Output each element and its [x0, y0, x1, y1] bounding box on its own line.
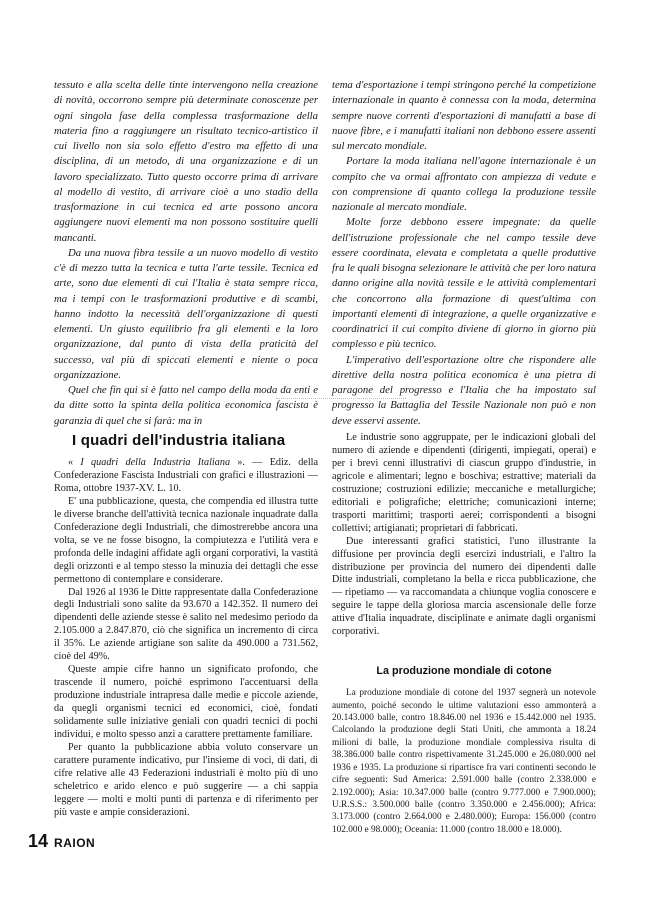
paragraph: Queste ampie cifre hanno un significato profondo, che trascende il numero, poiché esprimono l'accentuarsi della produzione industriale intrapresa dalle medie e piccole aziende, da quegli organismi tecnici ed economici, cioè, fondati solidamente sulle iniziative geniali con quadri tecnici di pochi individui, e molto spesso anzi a carattere prettamente familiare.	[54, 664, 318, 741]
top-right-column	[332, 78, 596, 429]
paragraph: Portare la moda italiana nell'agone internazionale è un compito che va ormai affrontato con ampiezza di vedute e con comprensione di quanto collega la produzione tessile nazionale al mercato mondiale.	[332, 155, 596, 213]
page-number: 14	[28, 831, 49, 851]
reference-title: I quadri della Industria Italiana	[80, 457, 231, 468]
paragraph: Per quanto la pubblicazione abbia voluto conservare un carattere puramente indicativo, pur l'insieme di voci, di dati, di cifre relative alle 43 Federazioni industriali è molto più di uno scheletrico e arido elenco e può suggerire — a chi sappia leggere — molti e molti punti di partenza e di riferimento per più vaste e ampie considerazioni.	[54, 741, 318, 818]
reference-open: «	[68, 457, 81, 468]
paragraph: Molte forze debbono essere impegnate: da quelle dell'istruzione professionale che nel campo tessile deve essere coordinata, elevata e completata a quelle produttive fra le quali bisogna selezionare le attività che per loro natura danno origine alla novità tessile e le attività complementari che concorrono alla formazione di quest'ultima con importanti elementi di integrazione, a quelle organizzative e coordinatrici il cui compito diviene di giorno in giorno più complesso e più tecnico.	[332, 216, 596, 351]
bottom-left-column	[54, 432, 318, 820]
cotton-paragraph: La produzione mondiale di cotone del 1937 segnerà un notevole aumento, poiché secondo le ultime valutazioni esso ammonterà a 20.143.000 balle, contro 18.846.00 nel 1936 e 15.442.000 nel 1935. Calcolando la produzione degli Stati Uniti, che ammonta a 18.24 milioni di balle, la produzione mondiale complessiva risulta di 38.386.000 balle contro rispettivamente 31.245.000 e 26.080.000 nel 1936 e 1935. La produzione si ripartisce fra vari continenti secondo le cifre seguenti: Sud America: 2.591.000 balle (contro 2.338.000 e 2.192.000); Asia: 10.347.000 balle (contro 9.777.000 e 7.900.000); U.R.S.S.: 3.500.000 balle (contro 3.350.000 e 2.456.000); Africa: 3.173.000 (contro 2.664.000 e 2.480.000); Europa: 156.000 (contro 102.000 e 98.000); Oceania: 11.000 (contro 18.000 e 18.000).	[332, 688, 596, 835]
paragraph: Quel che fin qui si è fatto nel campo della moda da enti e da ditte sotto la spinta della politica economica fascista è garanzia di quel che si farà: ma in	[54, 384, 318, 427]
paragraph: Da una nuova fibra tessile a un nuovo modello di vestito c'è di mezzo tutta la tecnica e tutta l'arte tessile. Tecnica ed arte, sono due elementi di cui l'Italia è stata sempre ricca, ma i tempi con le trasformazioni produttive e di scambi, hanno indotto la necessità dell'organizzazione di questi elementi. Un giusto equilibrio fra gli elementi e la loro organizzazione, dal punto di vista della praticità del successo, val più di spiccati elementi e niente o poca organizzazione.	[54, 246, 318, 381]
paragraph: tessuto e alla scelta delle tinte intervengono nella creazione di novità, occorrono sempre più determinate conoscenze per ogni singola fase della complessa trasformazione della materia fino a raggiungere un risultato tecnico-artistico il cui livello non sia solo effetto d'estro ma effetto di una disciplina, di un metodo, di una organizzazione e di un lavoro specializzato. Tutto questo occorre prima di arrivare al modello di vestito, di arrivare cioè a uno stadio della trasformazione in cui tecnica ed arte possono ancora aggiungere nuovi elementi ma non possono sostituire quelli mancanti.	[54, 79, 318, 244]
page-footer	[28, 831, 95, 852]
subsection-title: La produzione mondiale di cotone	[376, 665, 552, 678]
section-title: I quadri dell'industria italiana	[72, 432, 286, 449]
book-reference	[54, 457, 318, 496]
paragraph: tema d'esportazione i tempi stringono perché la competizione internazionale in quanto è connessa con la moda, determina sempre nuove correnti d'esportazioni di manufatti a base di nuove fibre, e i manufatti italiani non debbono essere assenti sul mercato mondiale.	[332, 79, 596, 152]
section-divider	[276, 398, 406, 403]
paragraph: L'imperativo dell'esportazione oltre che rispondere alle direttive della nostra politica economica è una pietra di paragone del progresso e l'Italia che ha impostato sul progresso la Battaglia del Tessile Nazionale non può e non deve esservi assente.	[332, 353, 596, 427]
paragraph: Dal 1926 al 1936 le Ditte rappresentate dalla Confederazione degli Industriali sono salite da 93.670 a 142.352. Il numero dei dipendenti delle aziende stesse è salito nel medesimo periodo da 2.105.000 a 2.847.870, ciò che significa un incremento di circa il 35%. Le aziende artigiane son salite da 490.000 a 731.562, cioè del 49%.	[54, 586, 318, 663]
magazine-name: RAION	[54, 836, 96, 850]
bottom-right-column	[332, 432, 596, 836]
reference-details: ». — Ediz. della Confederazione Fascista Industriali con grafici e illustrazioni — Roma, ottobre 1937-XV. L. 10.	[54, 457, 318, 494]
paragraph: Due interessanti grafici statistici, l'uno illustrante la diffusione per provincia degli esercizi industriali, e l'altro la distribuzione per provincia del numero dei dipendenti dalle Ditte industriali, completano la bella e ricca pubblicazione, che — ripetiamo — va raccomandata a chiunque voglia conoscere e seguire le tappe della gloriosa marcia ascensionale delle forze attive d'Italia inquadrate, disciplinate e animate dagli organismi corporativi.	[332, 535, 596, 638]
paragraph: Le industrie sono aggruppate, per le indicazioni globali del numero di aziende e dipendenti (dirigenti, impiegati, operai) e per i brevi cenni illustrativi di ciascun gruppo d'industrie, in agricole e alimentari; legno e boschiva; estrattive; materiali da costruzione; costruzioni edilizie; meccaniche e metallurgiche; editoriali e poligrafiche; elettriche; comunicazioni interne; trasporti marittimi; trasporti aerei; corrispondenti a bisogni collettivi; artigianati; proprietari di fabbricati.	[332, 432, 596, 534]
top-left-column	[54, 78, 318, 429]
paragraph: E' una pubblicazione, questa, che compendia ed illustra tutte le diverse branche dell'attività tecnica nazionale inquadrate dalla Confederazione degli Industriali, che dimostrerebbe ancora una volta, se ve ne fosse bisogno, la compiutezza e l'utilità vera e profonda delle indagini affidate agli organi corporativi, la vastità degli orizzonti e al tempo stesso la minuzia dei dettagli che esse permettono di contemplare e considerare.	[54, 495, 318, 585]
